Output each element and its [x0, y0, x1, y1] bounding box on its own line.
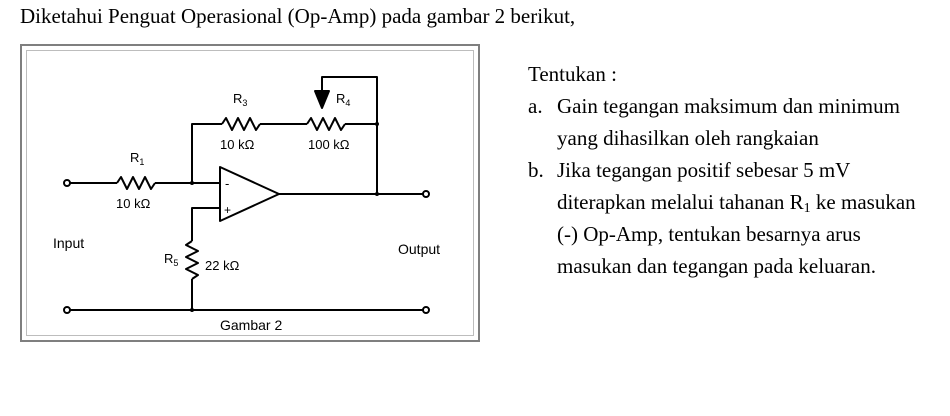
question-b-letter: b. — [528, 158, 544, 182]
r4-value: 100 kΩ — [308, 137, 350, 152]
r5-value: 22 kΩ — [205, 258, 240, 273]
question-b-subscript: 1 — [803, 201, 811, 216]
output-terminal — [423, 191, 429, 197]
question-a-text: Gain tegangan maksimum dan minimum yang dihasilkan oleh rangkaian — [557, 94, 900, 150]
circuit-diagram — [22, 46, 482, 344]
intro-text: Diketahui Penguat Operasional (Op-Amp) pada gambar 2 berikut, — [20, 4, 576, 28]
opamp-plus-label: + — [224, 203, 232, 217]
r3-label: $R_3$ — [233, 91, 248, 108]
wiper-arrow-icon — [315, 91, 329, 108]
r3-resistor — [222, 118, 260, 130]
r1-value: 10 kΩ — [116, 196, 151, 211]
figure-caption: Gambar 2 — [220, 317, 283, 333]
question-b — [528, 154, 938, 282]
r3-value: 10 kΩ — [220, 137, 255, 152]
r4-label: $R_4$ — [336, 91, 351, 108]
ground-right-terminal — [423, 307, 429, 313]
r1-label: $R_1$ — [130, 150, 145, 167]
input-label: Input — [53, 235, 85, 251]
question-b-text-before: Jika tegangan positif sebesar 5 mV diterapkan melalui tahanan R — [557, 158, 850, 214]
r5-resistor — [186, 241, 198, 279]
feedback-left-wire — [192, 124, 222, 183]
question-b-text-after: ke masukan (-) Op-Amp, tentukan besarnya arus masukan dan tegangan pada keluaran. — [557, 190, 916, 278]
questions-block — [528, 58, 938, 282]
question-b-text — [557, 154, 938, 282]
questions-heading: Tentukan : — [528, 62, 617, 86]
output-node — [375, 192, 379, 196]
r1-resistor — [117, 177, 155, 189]
question-a-letter: a. — [528, 94, 543, 118]
ground-left-terminal — [64, 307, 70, 313]
output-label: Output — [398, 241, 441, 257]
input-terminal — [64, 180, 70, 186]
r4-resistor — [307, 118, 345, 130]
noninverting-input-wire — [192, 208, 220, 241]
r5-label: $R_5$ — [164, 251, 179, 268]
opamp-minus-label: - — [225, 176, 230, 191]
figure-frame — [20, 44, 480, 342]
question-a — [528, 90, 938, 154]
